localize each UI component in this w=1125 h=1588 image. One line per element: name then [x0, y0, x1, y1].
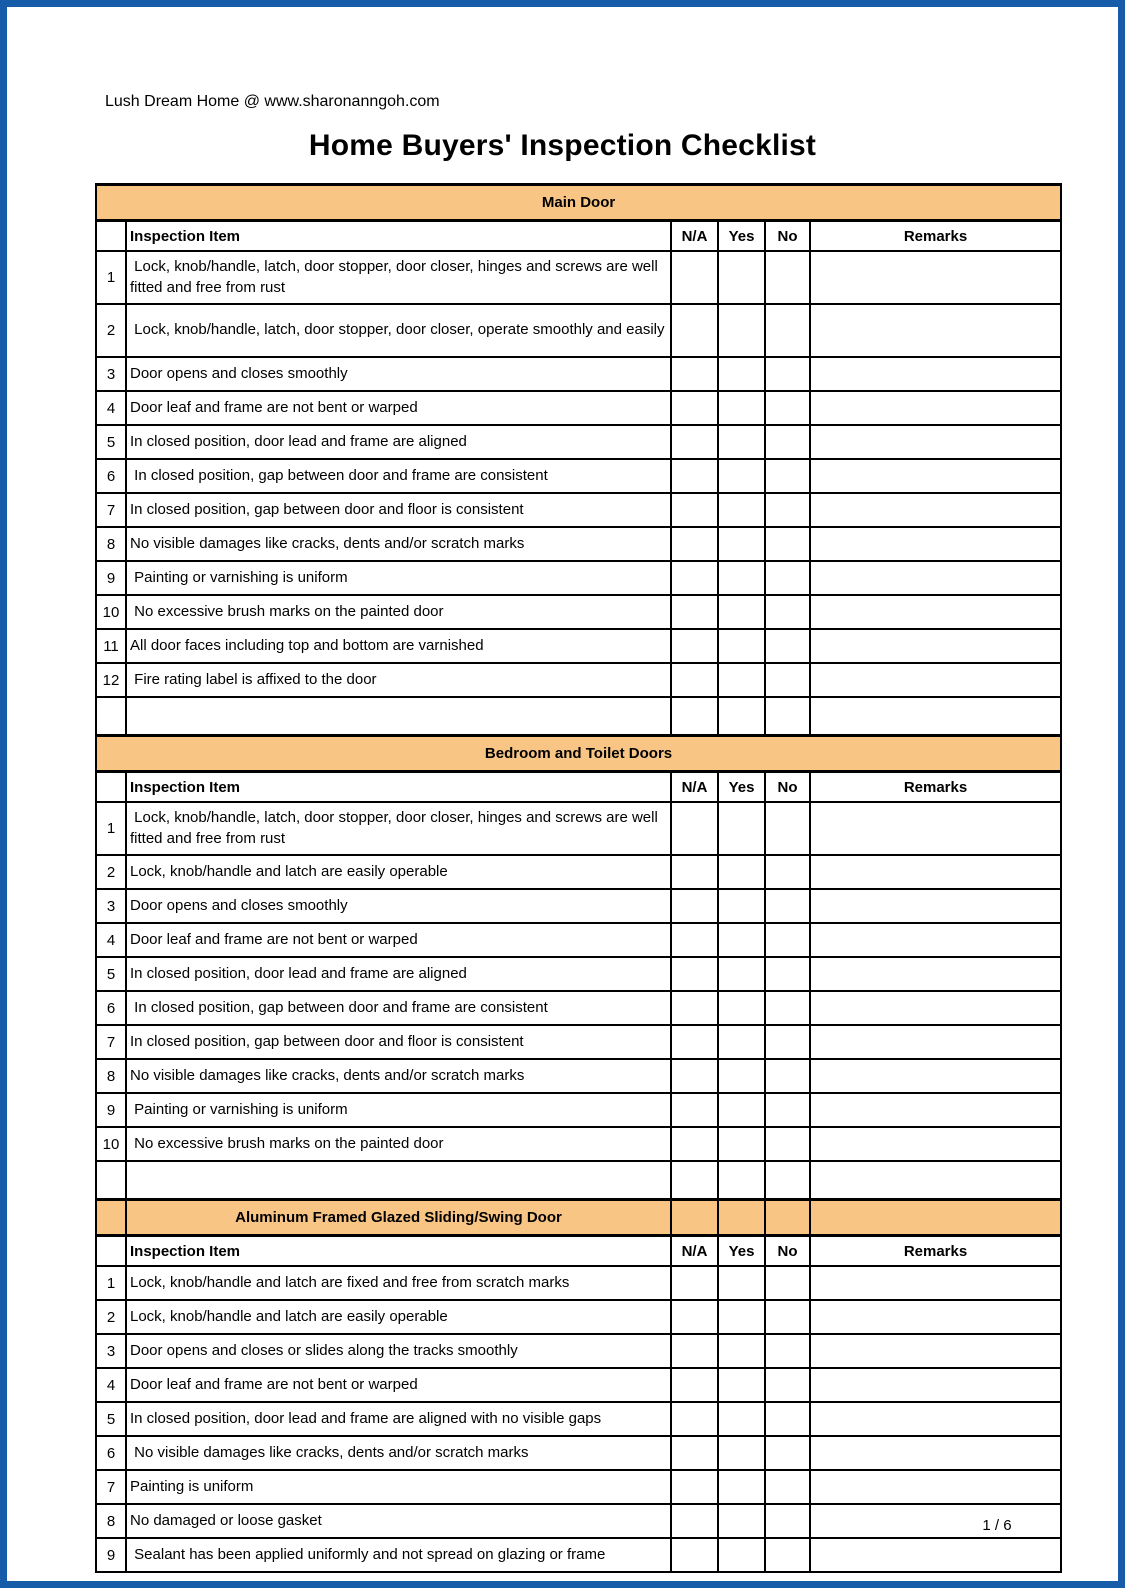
no-cell [765, 889, 810, 923]
row-number-cell: 10 [96, 595, 126, 629]
yes-cell [718, 493, 765, 527]
section-banner-remarks-cell [810, 1200, 1061, 1236]
yes-cell [718, 459, 765, 493]
empty-row [96, 1161, 1061, 1200]
section-banner-no-cell [765, 1200, 810, 1236]
inspection-item-cell: Lock, knob/handle and latch are fixed and free from scratch marks [126, 1266, 671, 1300]
no-cell [765, 459, 810, 493]
inspection-item-cell: Lock, knob/handle and latch are easily operable [126, 855, 671, 889]
header-note: Lush Dream Home @ www.sharonanngoh.com [105, 93, 440, 110]
no-cell [765, 957, 810, 991]
section-header-bedroom-and-toilet-doors: Bedroom and Toilet Doors [96, 736, 1061, 772]
row-number-cell: 2 [96, 304, 126, 357]
table-row [96, 1266, 1061, 1300]
column-header-no: No [765, 1236, 810, 1267]
yes-cell [718, 1025, 765, 1059]
remarks-cell [810, 595, 1061, 629]
na-cell [671, 1161, 718, 1200]
column-header-yes: Yes [718, 1236, 765, 1267]
yes-cell [718, 391, 765, 425]
no-cell [765, 991, 810, 1025]
table-row [96, 855, 1061, 889]
remarks-cell [810, 923, 1061, 957]
na-cell [671, 357, 718, 391]
section-banner-row [96, 1200, 1061, 1236]
na-cell [671, 1300, 718, 1334]
inspection-item-cell: In closed position, gap between door and frame are consistent [126, 991, 671, 1025]
no-cell [765, 1127, 810, 1161]
no-cell [765, 1402, 810, 1436]
yes-cell [718, 1436, 765, 1470]
remarks-cell [810, 1538, 1061, 1572]
row-number-cell: 1 [96, 802, 126, 855]
inspection-item-cell [126, 697, 671, 736]
row-number-cell: 6 [96, 1436, 126, 1470]
no-cell [765, 561, 810, 595]
remarks-cell [810, 802, 1061, 855]
no-cell [765, 697, 810, 736]
table-row [96, 425, 1061, 459]
na-cell [671, 663, 718, 697]
no-cell [765, 425, 810, 459]
row-number-cell: 7 [96, 493, 126, 527]
na-cell [671, 1402, 718, 1436]
yes-cell [718, 425, 765, 459]
inspection-item-cell: In closed position, gap between door and frame are consistent [126, 459, 671, 493]
inspection-item-cell: In closed position, door lead and frame are aligned with no visible gaps [126, 1402, 671, 1436]
yes-cell [718, 663, 765, 697]
remarks-cell [810, 1127, 1061, 1161]
remarks-cell [810, 855, 1061, 889]
no-cell [765, 1504, 810, 1538]
inspection-item-cell: Door opens and closes smoothly [126, 357, 671, 391]
row-number-cell: 1 [96, 1266, 126, 1300]
row-number-cell: 3 [96, 357, 126, 391]
remarks-cell [810, 663, 1061, 697]
table-row [96, 561, 1061, 595]
na-cell [671, 304, 718, 357]
remarks-cell [810, 561, 1061, 595]
remarks-cell [810, 1470, 1061, 1504]
no-cell [765, 527, 810, 561]
inspection-item-cell: Lock, knob/handle and latch are easily operable [126, 1300, 671, 1334]
remarks-cell [810, 1266, 1061, 1300]
na-cell [671, 991, 718, 1025]
inspection-checklist-table [95, 183, 1062, 1573]
table-row [96, 595, 1061, 629]
na-cell [671, 697, 718, 736]
remarks-cell [810, 1093, 1061, 1127]
remarks-cell [810, 1402, 1061, 1436]
remarks-cell [810, 991, 1061, 1025]
remarks-cell [810, 304, 1061, 357]
row-number-cell: 7 [96, 1025, 126, 1059]
inspection-item-cell: No excessive brush marks on the painted door [126, 595, 671, 629]
column-header-remarks: Remarks [810, 221, 1061, 252]
no-cell [765, 1334, 810, 1368]
inspection-item-cell: Painting or varnishing is uniform [126, 1093, 671, 1127]
table-row [96, 1300, 1061, 1334]
page-number: 1 / 6 [982, 1517, 1012, 1534]
no-cell [765, 304, 810, 357]
na-cell [671, 1504, 718, 1538]
table-row [96, 923, 1061, 957]
na-cell [671, 1470, 718, 1504]
row-number-cell [96, 1161, 126, 1200]
inspection-item-cell: No visible damages like cracks, dents and/or scratch marks [126, 1436, 671, 1470]
yes-cell [718, 991, 765, 1025]
no-cell [765, 1436, 810, 1470]
table-row [96, 1025, 1061, 1059]
row-number-cell: 8 [96, 1504, 126, 1538]
yes-cell [718, 527, 765, 561]
na-cell [671, 1127, 718, 1161]
table-row [96, 991, 1061, 1025]
column-header-inspection-item: Inspection Item [126, 772, 671, 803]
na-cell [671, 1059, 718, 1093]
yes-cell [718, 1470, 765, 1504]
remarks-cell [810, 425, 1061, 459]
row-number-cell: 11 [96, 629, 126, 663]
column-header-inspection-item: Inspection Item [126, 1236, 671, 1267]
row-number-cell: 6 [96, 991, 126, 1025]
remarks-cell [810, 697, 1061, 736]
row-number-cell: 4 [96, 391, 126, 425]
row-number-cell: 3 [96, 889, 126, 923]
table-row [96, 802, 1061, 855]
no-cell [765, 1538, 810, 1572]
inspection-item-cell: Painting or varnishing is uniform [126, 561, 671, 595]
yes-cell [718, 595, 765, 629]
inspection-item-cell [126, 1161, 671, 1200]
no-cell [765, 802, 810, 855]
yes-cell [718, 1538, 765, 1572]
column-header-remarks: Remarks [810, 772, 1061, 803]
na-cell [671, 425, 718, 459]
column-header-yes: Yes [718, 221, 765, 252]
no-cell [765, 629, 810, 663]
row-number-cell: 8 [96, 527, 126, 561]
table-row [96, 1059, 1061, 1093]
row-number-cell: 10 [96, 1127, 126, 1161]
yes-cell [718, 1402, 765, 1436]
yes-cell [718, 1334, 765, 1368]
row-number-cell [96, 697, 126, 736]
column-header-remarks: Remarks [810, 1236, 1061, 1267]
na-cell [671, 802, 718, 855]
na-cell [671, 855, 718, 889]
na-cell [671, 527, 718, 561]
row-number-cell: 9 [96, 1093, 126, 1127]
remarks-cell [810, 1059, 1061, 1093]
no-cell [765, 663, 810, 697]
column-header-num [96, 772, 126, 803]
yes-cell [718, 802, 765, 855]
no-cell [765, 1368, 810, 1402]
page-title: Home Buyers' Inspection Checklist [308, 129, 817, 162]
table-row [96, 957, 1061, 991]
section-banner-yes-cell [718, 1200, 765, 1236]
yes-cell [718, 1368, 765, 1402]
table-row [96, 1538, 1061, 1572]
no-cell [765, 251, 810, 304]
na-cell [671, 957, 718, 991]
yes-cell [718, 1504, 765, 1538]
no-cell [765, 1059, 810, 1093]
no-cell [765, 923, 810, 957]
inspection-item-cell: No excessive brush marks on the painted door [126, 1127, 671, 1161]
row-number-cell: 8 [96, 1059, 126, 1093]
table-row [96, 1402, 1061, 1436]
table-row [96, 1504, 1061, 1538]
table-row [96, 251, 1061, 304]
column-header-row [96, 772, 1061, 803]
section-banner-row [96, 736, 1061, 772]
yes-cell [718, 304, 765, 357]
column-header-na: N/A [671, 221, 718, 252]
no-cell [765, 1093, 810, 1127]
table-row [96, 663, 1061, 697]
section-banner-na-cell [671, 1200, 718, 1236]
na-cell [671, 1368, 718, 1402]
table-row [96, 1470, 1061, 1504]
no-cell [765, 357, 810, 391]
na-cell [671, 493, 718, 527]
row-number-cell: 9 [96, 1538, 126, 1572]
yes-cell [718, 1093, 765, 1127]
na-cell [671, 1334, 718, 1368]
inspection-item-cell: Fire rating label is affixed to the door [126, 663, 671, 697]
na-cell [671, 391, 718, 425]
column-header-yes: Yes [718, 772, 765, 803]
section-header-main-door: Main Door [96, 185, 1061, 221]
na-cell [671, 1436, 718, 1470]
yes-cell [718, 697, 765, 736]
row-number-cell: 5 [96, 1402, 126, 1436]
row-number-cell: 2 [96, 1300, 126, 1334]
table-row [96, 1127, 1061, 1161]
no-cell [765, 855, 810, 889]
column-header-row [96, 1236, 1061, 1267]
empty-row [96, 697, 1061, 736]
column-header-na: N/A [671, 1236, 718, 1267]
table-row [96, 1093, 1061, 1127]
inspection-item-cell: In closed position, door lead and frame are aligned [126, 425, 671, 459]
remarks-cell [810, 459, 1061, 493]
section-banner-num-cell [96, 1200, 126, 1236]
yes-cell [718, 1161, 765, 1200]
column-header-num [96, 1236, 126, 1267]
table-row [96, 1334, 1061, 1368]
table-row [96, 391, 1061, 425]
na-cell [671, 1025, 718, 1059]
na-cell [671, 459, 718, 493]
yes-cell [718, 561, 765, 595]
na-cell [671, 561, 718, 595]
section-header-aluminum-framed-glazed-sliding-swing-door: Aluminum Framed Glazed Sliding/Swing Door [126, 1200, 671, 1236]
inspection-item-cell: Sealant has been applied uniformly and not spread on glazing or frame [126, 1538, 671, 1572]
row-number-cell: 1 [96, 251, 126, 304]
inspection-item-cell: No visible damages like cracks, dents and/or scratch marks [126, 527, 671, 561]
remarks-cell [810, 629, 1061, 663]
row-number-cell: 2 [96, 855, 126, 889]
row-number-cell: 5 [96, 425, 126, 459]
column-header-no: No [765, 772, 810, 803]
row-number-cell: 9 [96, 561, 126, 595]
remarks-cell [810, 391, 1061, 425]
inspection-item-cell: Door opens and closes smoothly [126, 889, 671, 923]
remarks-cell [810, 357, 1061, 391]
row-number-cell: 4 [96, 1368, 126, 1402]
column-header-na: N/A [671, 772, 718, 803]
inspection-item-cell: No visible damages like cracks, dents and/or scratch marks [126, 1059, 671, 1093]
column-header-num [96, 221, 126, 252]
inspection-item-cell: Painting is uniform [126, 1470, 671, 1504]
remarks-cell [810, 957, 1061, 991]
no-cell [765, 595, 810, 629]
table-row [96, 629, 1061, 663]
table-row [96, 889, 1061, 923]
inspection-item-cell: Lock, knob/handle, latch, door stopper, door closer, operate smoothly and easily [126, 304, 671, 357]
table-row [96, 459, 1061, 493]
table-row [96, 493, 1061, 527]
yes-cell [718, 1266, 765, 1300]
yes-cell [718, 855, 765, 889]
section-banner-row [96, 185, 1061, 221]
remarks-cell [810, 527, 1061, 561]
na-cell [671, 1538, 718, 1572]
column-header-row [96, 221, 1061, 252]
na-cell [671, 629, 718, 663]
remarks-cell [810, 1368, 1061, 1402]
inspection-item-cell: In closed position, door lead and frame are aligned [126, 957, 671, 991]
row-number-cell: 5 [96, 957, 126, 991]
no-cell [765, 1300, 810, 1334]
no-cell [765, 1025, 810, 1059]
yes-cell [718, 1300, 765, 1334]
inspection-item-cell: No damaged or loose gasket [126, 1504, 671, 1538]
inspection-item-cell: Door leaf and frame are not bent or warped [126, 923, 671, 957]
remarks-cell [810, 1025, 1061, 1059]
remarks-cell [810, 1334, 1061, 1368]
yes-cell [718, 251, 765, 304]
yes-cell [718, 957, 765, 991]
na-cell [671, 889, 718, 923]
row-number-cell: 12 [96, 663, 126, 697]
inspection-item-cell: In closed position, gap between door and floor is consistent [126, 1025, 671, 1059]
table-row [96, 304, 1061, 357]
remarks-cell [810, 1161, 1061, 1200]
table-row [96, 357, 1061, 391]
row-number-cell: 4 [96, 923, 126, 957]
column-header-inspection-item: Inspection Item [126, 221, 671, 252]
inspection-item-cell: Door leaf and frame are not bent or warped [126, 391, 671, 425]
no-cell [765, 493, 810, 527]
remarks-cell [810, 493, 1061, 527]
na-cell [671, 1266, 718, 1300]
na-cell [671, 923, 718, 957]
inspection-item-cell: Door opens and closes or slides along the tracks smoothly [126, 1334, 671, 1368]
na-cell [671, 1093, 718, 1127]
no-cell [765, 1266, 810, 1300]
remarks-cell [810, 889, 1061, 923]
yes-cell [718, 1059, 765, 1093]
yes-cell [718, 889, 765, 923]
inspection-item-cell: Lock, knob/handle, latch, door stopper, door closer, hinges and screws are well fitted and free from rust [126, 802, 671, 855]
no-cell [765, 391, 810, 425]
na-cell [671, 595, 718, 629]
table-row [96, 1436, 1061, 1470]
remarks-cell [810, 251, 1061, 304]
no-cell [765, 1470, 810, 1504]
remarks-cell [810, 1300, 1061, 1334]
remarks-cell [810, 1436, 1061, 1470]
no-cell [765, 1161, 810, 1200]
inspection-item-cell: Door leaf and frame are not bent or warped [126, 1368, 671, 1402]
yes-cell [718, 923, 765, 957]
row-number-cell: 6 [96, 459, 126, 493]
inspection-item-cell: Lock, knob/handle, latch, door stopper, door closer, hinges and screws are well fitted and free from rust [126, 251, 671, 304]
na-cell [671, 251, 718, 304]
inspection-item-cell: In closed position, gap between door and floor is consistent [126, 493, 671, 527]
yes-cell [718, 629, 765, 663]
table-row [96, 527, 1061, 561]
inspection-item-cell: All door faces including top and bottom are varnished [126, 629, 671, 663]
yes-cell [718, 357, 765, 391]
table-row [96, 1368, 1061, 1402]
row-number-cell: 7 [96, 1470, 126, 1504]
row-number-cell: 3 [96, 1334, 126, 1368]
column-header-no: No [765, 221, 810, 252]
yes-cell [718, 1127, 765, 1161]
